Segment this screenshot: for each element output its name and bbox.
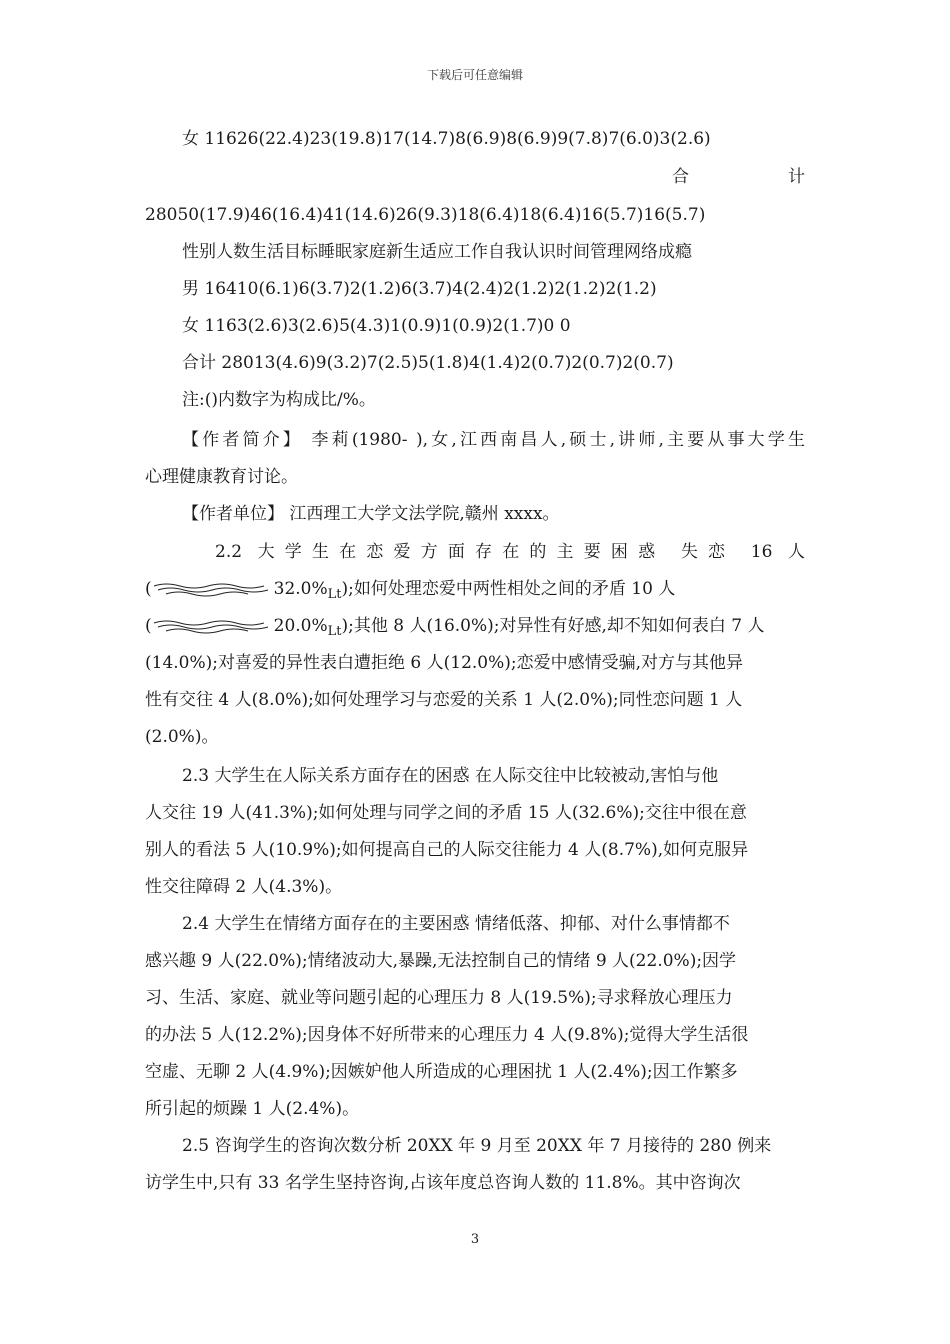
page-number: 3 xyxy=(470,1232,480,1247)
table-total-label-b: 计 xyxy=(788,167,805,187)
sec22-line4: (14.0%);对喜爱的异性表白遭拒绝 6 人(12.0%);恋爱中感情受骗,对方与其他异 xyxy=(145,653,744,673)
wavy-strike-icon xyxy=(152,581,274,599)
table-row-male-2: 男 16410(6.1)6(3.7)2(1.2)6(3.7)4(2.4)2(1.2)2(1.2)2(1.2) xyxy=(182,279,657,299)
table-row-female-1: 女 11626(22.4)23(19.8)17(14.7)8(6.9)8(6.9)9(7.8)7(6.0)3(2.6) xyxy=(182,129,711,149)
table-row-female-2: 女 1163(2.6)3(2.6)5(4.3)1(0.9)1(0.9)2(1.7)0 0 xyxy=(182,316,571,336)
sec25-line1: 2.5 咨询学生的咨询次数分析 20XX 年 9 月至 20XX 年 7 月接待的 280 例来 xyxy=(182,1136,772,1156)
sec25-line2: 访学生中,只有 33 名学生坚持咨询,占该年度总咨询人数的 11.8%。其中咨询次 xyxy=(145,1173,741,1193)
sec22-line6: (2.0%)。 xyxy=(145,727,219,747)
sec23-line3: 别人的看法 5 人(10.9%);如何提高自己的人际交往能力 4 人(8.7%),如何克服异 xyxy=(145,840,749,860)
sec22-line3: ( $20.0\%_{Lt}$);其他 8 人(16.0%);对异性有好感,却不知如何表白 7 人 xyxy=(145,616,765,639)
table-row-total-1: 28050(17.9)46(16.4)41(14.6)26(9.3)18(6.4)18(6.4)16(5.7)16(5.7) xyxy=(145,205,706,225)
sec23-line1: 2.3 大学生在人际关系方面存在的困惑 在人际交往中比较被动,害怕与他 xyxy=(182,766,719,786)
sec24-line3: 习、生活、家庭、就业等问题引起的心理压力 8 人(19.5%);寻求释放心理压力 xyxy=(145,988,733,1008)
sec23-line2: 人交往 19 人(41.3%);如何处理与同学之间的矛盾 15 人(32.6%);交往中很在意 xyxy=(145,803,747,823)
sec22-line1: 2.2 大学生在恋爱方面存在的主要困惑 失恋 16 人 xyxy=(215,542,805,562)
author-intro-line1: 【作者简介】 李莉(1980- ),女,江西南昌人,硕士,讲师,主要从事大学生 xyxy=(182,430,805,450)
author-unit: 【作者单位】 江西理工大学文法学院,赣州 xxxx。 xyxy=(182,504,560,524)
wavy-strike-icon xyxy=(152,618,274,636)
table-note: 注:()内数字为构成比/%。 xyxy=(182,390,376,410)
sec24-line4: 的办法 5 人(12.2%);因身体不好所带来的心理压力 4 人(9.8%);觉得大学生活很 xyxy=(145,1025,749,1045)
table-row-total-2: 合计 28013(4.6)9(3.2)7(2.5)5(1.8)4(1.4)2(0.7)2(0.7)2(0.7) xyxy=(182,353,674,373)
sec22-line2: ( $32.0\%_{Lt}$);如何处理恋爱中两性相处之间的矛盾 10 人 xyxy=(145,579,676,602)
sec23-line4: 性交往障碍 2 人(4.3%)。 xyxy=(145,877,343,897)
sec24-line6: 所引起的烦躁 1 人(2.4%)。 xyxy=(145,1099,360,1119)
table-header-2: 性别人数生活目标睡眠家庭新生适应工作自我认识时间管理网络成瘾 xyxy=(182,242,692,262)
author-intro-line2: 心理健康教育讨论。 xyxy=(145,467,298,487)
sec24-line5: 空虚、无聊 2 人(4.9%);因嫉妒他人所造成的心理困扰 1 人(2.4%);因工作繁多 xyxy=(145,1062,738,1082)
table-total-label-a: 合 xyxy=(672,167,689,187)
sec22-line5: 性有交往 4 人(8.0%);如何处理学习与恋爱的关系 1 人(2.0%);同性恋问题 1 人 xyxy=(145,690,743,710)
sec24-line2: 感兴趣 9 人(22.0%);情绪波动大,暴躁,无法控制自己的情绪 9 人(22.0%);因学 xyxy=(145,951,737,971)
sec24-line1: 2.4 大学生在情绪方面存在的主要困惑 情绪低落、抑郁、对什么事情都不 xyxy=(182,914,730,934)
page-header: 下载后可任意编辑 xyxy=(426,68,523,82)
